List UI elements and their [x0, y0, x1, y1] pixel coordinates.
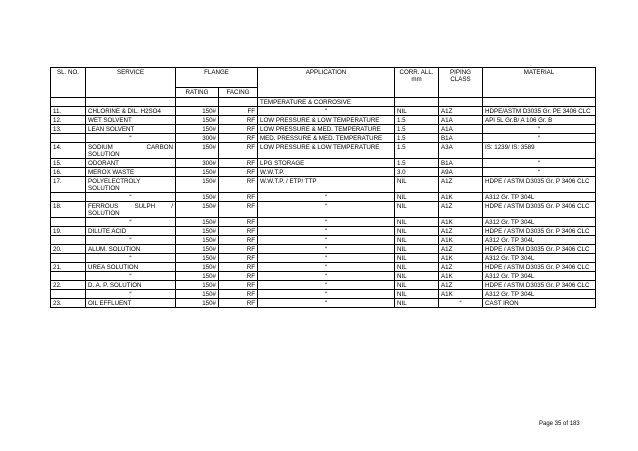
cell-service: “	[86, 193, 176, 202]
table-row	[51, 299, 596, 308]
table-row	[51, 263, 596, 272]
page-number: Page 35 of 183	[539, 421, 580, 427]
cell-facing: RF	[219, 177, 258, 193]
cell-sl-no: 14.	[51, 143, 86, 159]
cell-rating: 150#	[176, 245, 219, 254]
cell-piping-class: A1K	[439, 236, 483, 245]
cell-sl-no: 16.	[51, 168, 86, 177]
cell-piping-class: A1Z	[439, 227, 483, 236]
cell-application: TEMPERATURE & CORROSIVE	[258, 98, 395, 107]
cell-facing	[219, 98, 258, 107]
header-rating: RATING	[176, 88, 219, 98]
cell-application: “	[258, 227, 395, 236]
cell-corr-all: NIL	[395, 227, 439, 236]
cell-sl-no	[51, 98, 86, 107]
cell-rating: 150#	[176, 168, 219, 177]
cell-application: “	[258, 236, 395, 245]
cell-service: OIL EFFLUENT	[86, 299, 176, 308]
cell-material: HDPE / ASTM D3035 Gr. P 3406 CLC	[483, 202, 596, 218]
cell-piping-class: A3A	[439, 143, 483, 159]
cell-service: DILUTE ACID	[86, 227, 176, 236]
cell-service: SODIUM CARBON SOLUTION	[86, 143, 176, 159]
cell-application: “	[258, 193, 395, 202]
cell-service: WET SOLVENT	[86, 116, 176, 125]
cell-piping-class: A9A	[439, 168, 483, 177]
cell-material: “	[483, 159, 596, 168]
cell-corr-all: 3.0	[395, 168, 439, 177]
cell-piping-class: A1K	[439, 193, 483, 202]
cell-rating: 150#	[176, 299, 219, 308]
cell-service: ALUM. SOLUTION	[86, 245, 176, 254]
table-row	[51, 245, 596, 254]
cell-sl-no: 12.	[51, 116, 86, 125]
cell-piping-class: A1A	[439, 116, 483, 125]
table-row	[51, 107, 596, 116]
cell-sl-no	[51, 254, 86, 263]
cell-material: A312 Gr. TP 304L	[483, 290, 596, 299]
cell-rating: 150#	[176, 272, 219, 281]
table-row	[51, 116, 596, 125]
header-application: APPLICATION	[258, 68, 395, 98]
cell-corr-all: NIL	[395, 245, 439, 254]
cell-facing: RF	[219, 143, 258, 159]
cell-service: “	[86, 218, 176, 227]
cell-facing: FF	[219, 107, 258, 116]
cell-corr-all: 1.5	[395, 134, 439, 143]
cell-facing: RF	[219, 263, 258, 272]
cell-application: “	[258, 254, 395, 263]
cell-material: A312 Gr. TP 304L	[483, 193, 596, 202]
cell-service: UREA SOLUTION	[86, 263, 176, 272]
cell-rating: 150#	[176, 218, 219, 227]
cell-corr-all: NIL	[395, 254, 439, 263]
header-material: MATERIAL	[483, 68, 596, 98]
cell-material: HDPE / ASTM D3035 Gr. P 3406 CLC	[483, 245, 596, 254]
table-row	[51, 227, 596, 236]
cell-service: “	[86, 134, 176, 143]
cell-facing: RF	[219, 159, 258, 168]
cell-corr-all	[395, 98, 439, 107]
cell-application: “	[258, 290, 395, 299]
table-row	[51, 254, 596, 263]
cell-service: “	[86, 272, 176, 281]
cell-piping-class: A1K	[439, 254, 483, 263]
cell-rating: 150#	[176, 281, 219, 290]
table-row	[51, 125, 596, 134]
cell-sl-no: 15.	[51, 159, 86, 168]
cell-material: HDPE / ASTM D3035 Gr. P 3406 CLC	[483, 227, 596, 236]
piping-spec-table	[50, 67, 596, 308]
cell-service: D. A. P. SOLUTION	[86, 281, 176, 290]
cell-sl-no: 11.	[51, 107, 86, 116]
cell-rating: 150#	[176, 177, 219, 193]
cell-corr-all: NIL	[395, 177, 439, 193]
cell-rating: 150#	[176, 107, 219, 116]
cell-rating: 150#	[176, 125, 219, 134]
cell-corr-all: NIL	[395, 236, 439, 245]
cell-service: LEAN SOLVENT	[86, 125, 176, 134]
cell-facing: RF	[219, 236, 258, 245]
cell-material: HDPE / ASTM D3035 Gr. P 3406 CLC	[483, 263, 596, 272]
cell-facing: RF	[219, 254, 258, 263]
cell-piping-class: A1K	[439, 290, 483, 299]
cell-facing: RF	[219, 116, 258, 125]
cell-rating: 150#	[176, 254, 219, 263]
cell-piping-class: A1Z	[439, 263, 483, 272]
cell-corr-all: NIL	[395, 290, 439, 299]
cell-sl-no: 13.	[51, 125, 86, 134]
cell-piping-class: A1A	[439, 125, 483, 134]
cell-material: “	[483, 168, 596, 177]
cell-application: W.W.T.P.	[258, 168, 395, 177]
cell-service: “	[86, 290, 176, 299]
header-flange: FLANGE	[176, 68, 258, 88]
cell-piping-class: “	[439, 299, 483, 308]
table-row	[51, 98, 596, 107]
cell-facing: RF	[219, 202, 258, 218]
cell-rating: 150#	[176, 263, 219, 272]
cell-rating: 150#	[176, 143, 219, 159]
cell-piping-class: A1Z	[439, 281, 483, 290]
cell-corr-all: NIL	[395, 281, 439, 290]
cell-facing: RF	[219, 281, 258, 290]
cell-facing: RF	[219, 168, 258, 177]
cell-facing: RF	[219, 299, 258, 308]
cell-corr-all: 1.5	[395, 125, 439, 134]
table-row	[51, 236, 596, 245]
cell-sl-no: 23.	[51, 299, 86, 308]
cell-sl-no	[51, 290, 86, 299]
cell-sl-no	[51, 236, 86, 245]
cell-application: MED. PRESSURE & MED. TEMPERATURE	[258, 134, 395, 143]
cell-material: “	[483, 134, 596, 143]
table-row	[51, 168, 596, 177]
cell-material: CAST IRON	[483, 299, 596, 308]
table-row	[51, 218, 596, 227]
cell-rating: 150#	[176, 290, 219, 299]
cell-material: HDPE / ASTM D3035 Gr. P 3406 CLC	[483, 177, 596, 193]
cell-application: LOW PRESSURE & LOW TEMPERATURE	[258, 116, 395, 125]
cell-corr-all: NIL	[395, 218, 439, 227]
header-service: SERVICE	[86, 68, 176, 98]
cell-corr-all: 1.5	[395, 116, 439, 125]
cell-service: POLYELECTROLY SOLUTION	[86, 177, 176, 193]
cell-application: “	[258, 263, 395, 272]
cell-service: “	[86, 254, 176, 263]
header-facing: FACING	[219, 88, 258, 98]
table-row	[51, 177, 596, 193]
cell-rating	[176, 98, 219, 107]
cell-material: A312 Gr. TP 304L	[483, 254, 596, 263]
cell-service	[86, 98, 176, 107]
cell-facing: RF	[219, 290, 258, 299]
cell-corr-all: NIL	[395, 193, 439, 202]
cell-piping-class: B1A	[439, 159, 483, 168]
cell-application: LOW PRESSURE & LOW TEMPERATURE	[258, 143, 395, 159]
table-row	[51, 202, 596, 218]
cell-sl-no	[51, 193, 86, 202]
cell-sl-no: 19.	[51, 227, 86, 236]
cell-facing: RF	[219, 272, 258, 281]
cell-piping-class: A1K	[439, 272, 483, 281]
cell-rating: 150#	[176, 193, 219, 202]
table-body	[51, 98, 596, 308]
cell-application: “	[258, 281, 395, 290]
cell-corr-all: 1.5	[395, 143, 439, 159]
cell-service: ODORANT	[86, 159, 176, 168]
cell-application: “	[258, 218, 395, 227]
cell-sl-no: 20.	[51, 245, 86, 254]
cell-application: LPG STORAGE	[258, 159, 395, 168]
cell-corr-all: NIL	[395, 272, 439, 281]
cell-material: A312 Gr. TP 304L	[483, 236, 596, 245]
cell-facing: RF	[219, 245, 258, 254]
cell-service: FERROUS SULPH / SOLUTION	[86, 202, 176, 218]
cell-facing: RF	[219, 125, 258, 134]
cell-corr-all: NIL	[395, 299, 439, 308]
cell-rating: 150#	[176, 236, 219, 245]
cell-application: “	[258, 272, 395, 281]
header-corr-all: CORR. ALL. mm	[395, 68, 439, 98]
table-row	[51, 193, 596, 202]
cell-service: CHLORINE & DIL. H2SO4	[86, 107, 176, 116]
cell-application: “	[258, 245, 395, 254]
cell-corr-all: NIL	[395, 263, 439, 272]
header-row	[51, 68, 596, 88]
cell-application: W.W.T.P. / ETP/ TTP	[258, 177, 395, 193]
table-row	[51, 159, 596, 168]
cell-piping-class: A1Z	[439, 245, 483, 254]
cell-piping-class: A1K	[439, 218, 483, 227]
cell-rating: 150#	[176, 116, 219, 125]
cell-rating: 150#	[176, 227, 219, 236]
cell-sl-no: 21.	[51, 263, 86, 272]
cell-material: A312 Gr. TP 304L	[483, 272, 596, 281]
cell-corr-all: 1.5	[395, 159, 439, 168]
cell-piping-class: A1Z	[439, 177, 483, 193]
cell-service: “	[86, 236, 176, 245]
cell-material: HDPE / ASTM D3035 Gr. P 3406 CLC	[483, 281, 596, 290]
header-piping-class: PIPING CLASS	[439, 68, 483, 98]
cell-sl-no	[51, 272, 86, 281]
table-row	[51, 290, 596, 299]
cell-facing: RF	[219, 134, 258, 143]
cell-facing: RF	[219, 193, 258, 202]
cell-piping-class: A1Z	[439, 202, 483, 218]
cell-application: “	[258, 202, 395, 218]
cell-rating: 300#	[176, 134, 219, 143]
cell-material: IS: 1239/ IS: 3589	[483, 143, 596, 159]
cell-corr-all: NIL	[395, 202, 439, 218]
cell-sl-no	[51, 134, 86, 143]
cell-material: HDPE/ASTM D3035 Gr. PE 3406 CLC	[483, 107, 596, 116]
cell-piping-class: B1A	[439, 134, 483, 143]
cell-application: LOW PRESSURE & MED. TEMPERATURE	[258, 125, 395, 134]
cell-material: A312 Gr. TP 304L	[483, 218, 596, 227]
table-row	[51, 272, 596, 281]
table-row	[51, 281, 596, 290]
cell-rating: 150#	[176, 202, 219, 218]
cell-application: “	[258, 107, 395, 116]
cell-application: “	[258, 299, 395, 308]
cell-material	[483, 98, 596, 107]
table-row	[51, 134, 596, 143]
cell-material: API 5L Gr.B/ A 106 Gr. B	[483, 116, 596, 125]
cell-piping-class: A1Z	[439, 107, 483, 116]
cell-rating: 300#	[176, 159, 219, 168]
cell-facing: RF	[219, 227, 258, 236]
cell-service: MEROX WASTE	[86, 168, 176, 177]
cell-piping-class	[439, 98, 483, 107]
cell-sl-no: 22.	[51, 281, 86, 290]
cell-corr-all: NIL	[395, 107, 439, 116]
header-sl-no: SL. NO.	[51, 68, 86, 98]
cell-material: “	[483, 125, 596, 134]
cell-facing: RF	[219, 218, 258, 227]
cell-sl-no	[51, 218, 86, 227]
cell-sl-no: 18.	[51, 202, 86, 218]
table-row	[51, 143, 596, 159]
cell-sl-no: 17.	[51, 177, 86, 193]
